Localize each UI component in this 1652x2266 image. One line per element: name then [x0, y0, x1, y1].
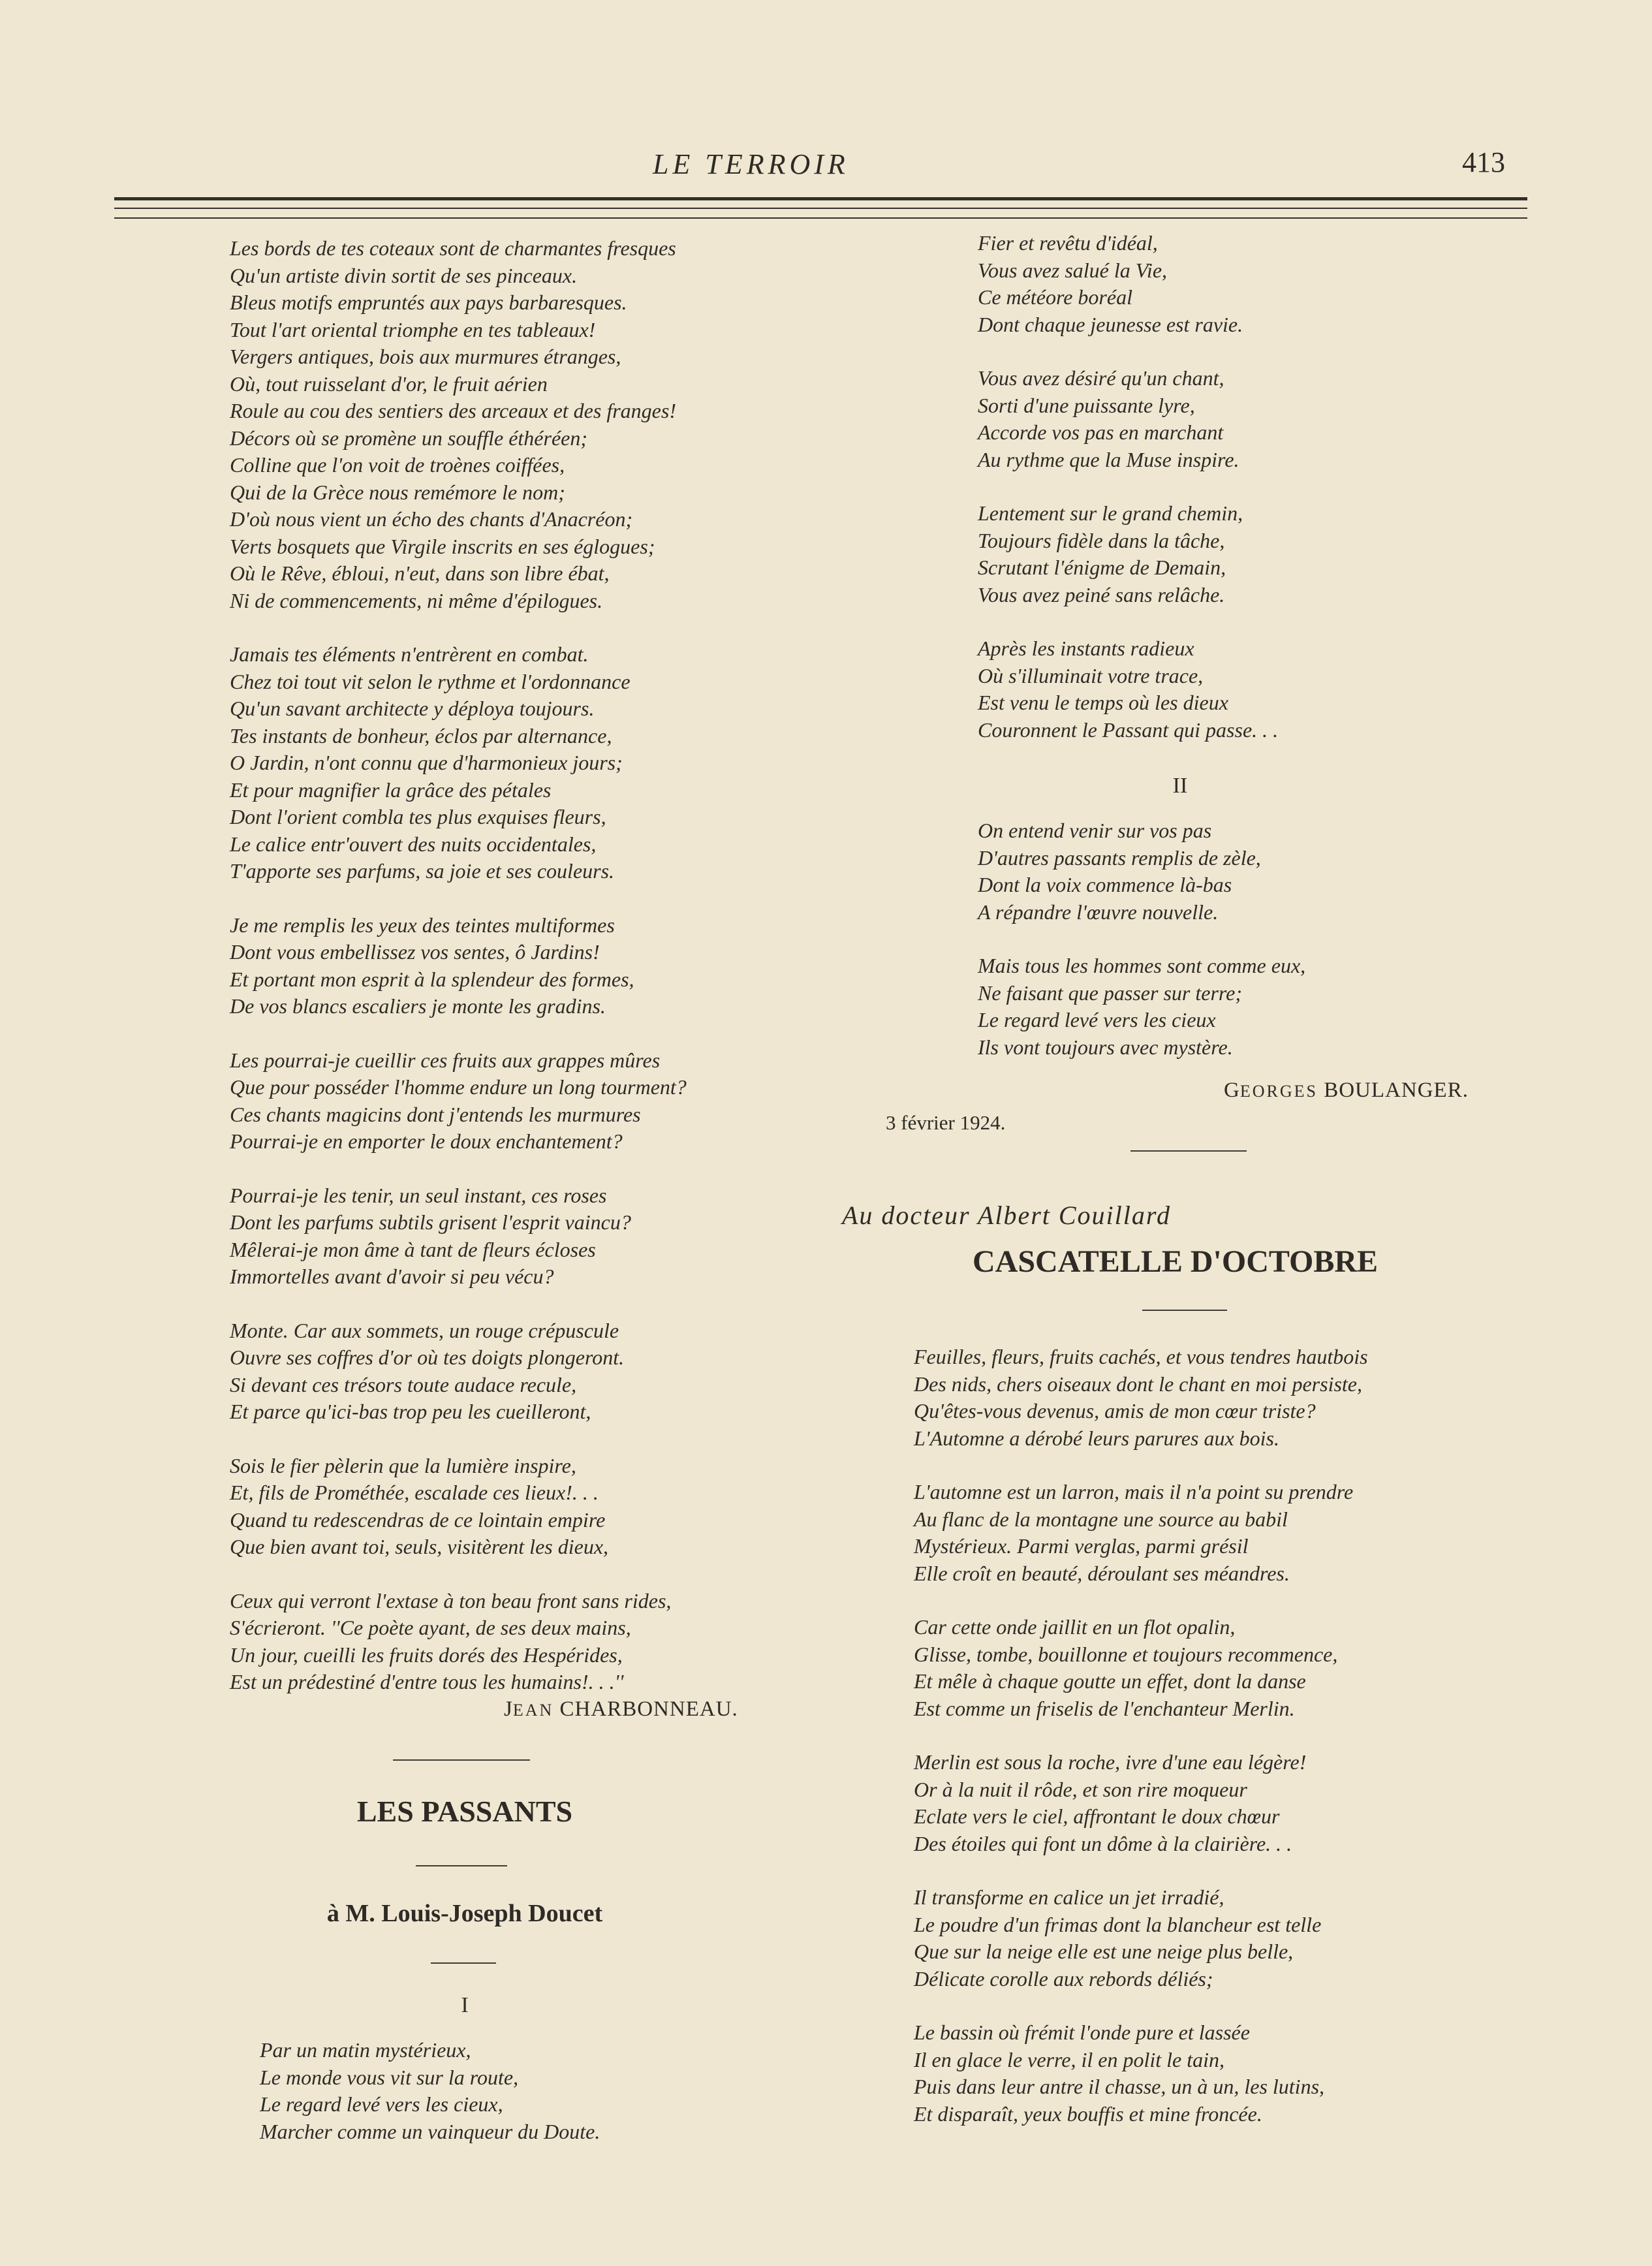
verse-line: Que bien avant toi, seuls, visitèrent les dieux,: [230, 1535, 609, 1558]
verse-line: Tes instants de bonheur, éclos par alternance,: [230, 723, 612, 747]
verse-line: L'automne est un larron, mais il n'a point su prendre: [914, 1480, 1354, 1503]
stanza: [230, 1182, 804, 1291]
verse-line: Au flanc de la montagne une source au babil: [914, 1507, 1288, 1531]
verse-line: Scrutant l'énigme de Demain,: [978, 556, 1226, 579]
verse-line: Est comme un friselis de l'enchanteur Merlin.: [914, 1696, 1295, 1720]
verse-line: Tout l'art oriental triomphe en tes tableaux!: [230, 317, 596, 341]
left-column: [230, 235, 804, 2143]
verse-line: S'écrieront. ''Ce poète ayant, de ses deux mains,: [230, 1616, 631, 1639]
stanza: [230, 1588, 804, 1696]
poem-jardins: [230, 235, 804, 1696]
verse-line: Décors où se promène un souffle éthéréen;: [230, 426, 587, 450]
header-rule: [114, 197, 1527, 200]
verse-line: Délicate corolle aux rebords déliés;: [914, 1966, 1213, 1991]
verse-line: Ceux qui verront l'extase à ton beau front sans rides,: [230, 1588, 672, 1613]
stanza: [914, 1884, 1368, 1992]
stanza: [230, 912, 804, 1020]
verse-line: Quand tu redescendras de ce lointain empire: [230, 1507, 606, 1532]
verse-line: De vos blancs escaliers je monte les gradins.: [230, 994, 606, 1018]
verse-line: Roule au cou des sentiers des arceaux et des franges!: [230, 399, 676, 422]
separator: [431, 1962, 496, 1964]
verse-line: Et parce qu'ici-bas trop peu les cueilleront,: [230, 1400, 591, 1423]
verse-line: Ne faisant que passer sur terre;: [978, 981, 1243, 1005]
verse-line: Feuilles, fleurs, fruits cachés, et vous tendres hautbois: [914, 1345, 1368, 1368]
verse-line: Car cette onde jaillit en un flot opalin,: [914, 1615, 1236, 1639]
stanza: [978, 635, 1500, 744]
verse-line: Qu'un savant architecte y déploya toujours.: [230, 697, 595, 720]
verse-line: Qu'un artiste divin sortit de ses pinceaux.: [230, 263, 578, 287]
poem-dedication-couillard: Au docteur Albert Couillard: [842, 1201, 1171, 1230]
verse-line: Et pour magnifier la grâce des pétales: [230, 778, 552, 802]
verse-line: Est venu le temps où les dieux: [978, 691, 1228, 714]
verse-line: Et, fils de Prométhée, escalade ces lieux!. . .: [230, 1481, 599, 1504]
verse-line: Est un prédestiné d'entre tous les humains!. . .'': [230, 1670, 624, 1693]
section-numeral: I: [461, 1993, 469, 2017]
verse-line: Colline que l'on voit de troènes coiffées,: [230, 453, 565, 477]
verse-line: Or à la nuit il rôde, et son rire moqueur: [914, 1777, 1247, 1801]
verse-line: Toujours fidèle dans la tâche,: [978, 528, 1225, 552]
verse-line: Verts bosquets que Virgile inscrits en ses églogues;: [230, 534, 655, 558]
verse-line: Un jour, cueilli les fruits dorés des Hespérides,: [230, 1643, 623, 1667]
verse-line: Vous avez salué la Vie,: [978, 258, 1168, 282]
signature-charbonneau: JEAN CHARBONNEAU.: [504, 1697, 738, 1721]
verse-line: Glisse, tombe, bouillonne et toujours recommence,: [914, 1642, 1338, 1666]
verse-line: Après les instants radieux: [978, 637, 1194, 660]
verse-line: Dont chaque jeunesse est ravie.: [978, 312, 1243, 336]
verse-line: Des nids, chers oiseaux dont le chant en moi persiste,: [914, 1372, 1362, 1396]
poem-dedication-doucet: à M. Louis-Joseph Doucet: [326, 1900, 603, 1927]
poem-cascatelle: [914, 1344, 1368, 2154]
poem-passants-part-2: [978, 817, 1305, 1088]
stanza: [230, 641, 804, 885]
verse-line: Pourrai-je en emporter le doux enchantement?: [230, 1129, 623, 1153]
stanza: [230, 1047, 804, 1156]
verse-line: Dont vous embellissez vos sentes, ô Jardins!: [230, 940, 600, 964]
verse-line: Je me remplis les yeux des teintes multiformes: [230, 913, 615, 937]
verse-line: Le regard levé vers les cieux: [978, 1008, 1216, 1031]
verse-line: Sois le fier pèlerin que la lumière inspire,: [230, 1453, 576, 1477]
verse-line: Ils vont toujours avec mystère.: [978, 1035, 1233, 1059]
signature-boulanger: GEORGES BOULANGER.: [1224, 1078, 1469, 1102]
verse-line: Ce météore boréal: [978, 285, 1132, 309]
separator: [393, 1759, 530, 1761]
poem-passants-continued: [978, 230, 1500, 744]
verse-line: Où le Rêve, ébloui, n'eut, dans son libre ébat,: [230, 561, 610, 585]
stanza: [914, 1749, 1368, 1857]
verse-line: Le regard levé vers les cieux,: [260, 2092, 503, 2116]
verse-line: D'où nous vient un écho des chants d'Anacréon;: [230, 507, 633, 531]
separator: [1130, 1150, 1247, 1152]
verse-line: Vergers antiques, bois aux murmures étranges,: [230, 345, 621, 368]
poem-title-passants: LES PASSANTS: [356, 1795, 573, 1828]
verse-line: Jamais tes éléments n'entrèrent en combat.: [230, 642, 589, 666]
verse-line: Que sur la neige elle est une neige plus belle,: [914, 1940, 1294, 1963]
verse-line: On entend venir sur vos pas: [978, 819, 1212, 842]
verse-line: Il en glace le verre, il en polit le tain,: [914, 2047, 1224, 2071]
verse-line: Puis dans leur antre il chasse, un à un, les lutins,: [914, 2075, 1325, 2098]
verse-line: Lentement sur le grand chemin,: [978, 501, 1243, 525]
verse-line: Qu'êtes-vous devenus, amis de mon cœur triste?: [914, 1399, 1316, 1423]
verse-line: Les bords de tes coteaux sont de charmantes fresques: [230, 236, 676, 260]
page-header: [0, 142, 1652, 188]
verse-line: Qui de la Grèce nous remémore le nom;: [230, 480, 565, 504]
stanza: [914, 1344, 1368, 1452]
stanza: [978, 500, 1500, 608]
verse-line: L'Automne a dérobé leurs parures aux bois.: [914, 1426, 1279, 1450]
verse-line: Et mêle à chaque goutte un effet, dont la danse: [914, 1669, 1306, 1693]
verse-line: Fier et revêtu d'idéal,: [978, 231, 1158, 255]
verse-line: Des étoiles qui font un dôme à la clairière. . .: [914, 1831, 1292, 1855]
separator: [416, 1865, 507, 1866]
stanza: [230, 1317, 804, 1426]
verse-line: Sorti d'une puissante lyre,: [978, 393, 1195, 417]
verse-line: Marcher comme un vainqueur du Doute.: [260, 2119, 600, 2143]
verse-line: Le calice entr'ouvert des nuits occidentales,: [230, 832, 597, 856]
page-number: 413: [1462, 146, 1505, 178]
verse-line: Mêlerai-je mon âme à tant de fleurs écloses: [230, 1237, 596, 1261]
verse-line: A répandre l'œuvre nouvelle.: [978, 900, 1219, 924]
verse-line: Le monde vous vit sur la route,: [260, 2065, 519, 2089]
verse-line: Dont l'orient combla tes plus exquises fleurs,: [230, 805, 606, 828]
verse-line: Bleus motifs empruntés aux pays barbaresques.: [230, 291, 627, 314]
poem-title-cascatelle: CASCATELLE D'OCTOBRE: [973, 1244, 1379, 1279]
verse-line: Les pourrai-je cueillir ces fruits aux grappes mûres: [230, 1048, 661, 1072]
verse-line: T'apporte ses parfums, sa joie et ses couleurs.: [230, 859, 615, 883]
verse-line: Merlin est sous la roche, ivre d'une eau légère!: [914, 1750, 1307, 1774]
verse-line: Chez toi tout vit selon le rythme et l'ordonnance: [230, 669, 631, 693]
verse-line: Le poudre d'un frimas dont la blancheur est telle: [914, 1912, 1322, 1936]
verse-line: Immortelles avant d'avoir si peu vécu?: [230, 1265, 554, 1288]
verse-line: Vous avez peiné sans relâche.: [978, 582, 1225, 606]
verse-line: Couronnent le Passant qui passe. . .: [978, 717, 1279, 742]
verse-line: Ouvre ses coffres d'or où tes doigts plongeront.: [230, 1345, 625, 1369]
verse-line: Le bassin où frémit l'onde pure et lassée: [914, 2021, 1250, 2044]
verse-line: Mais tous les hommes sont comme eux,: [978, 954, 1306, 977]
right-column: [978, 230, 1500, 1059]
verse-line: Si devant ces trésors toute audace recule,: [230, 1372, 577, 1396]
running-title: LE TERROIR: [653, 148, 849, 180]
verse-line: Pourrai-je les tenir, un seul instant, ces roses: [230, 1183, 607, 1207]
verse-line: Ces chants magicins dont j'entends les murmures: [230, 1102, 641, 1126]
stanza: [978, 817, 1305, 926]
verse-line: Mystérieux. Parmi verglas, parmi grésil: [914, 1534, 1249, 1558]
verse-line: Que pour posséder l'homme endure un long tourment?: [230, 1075, 687, 1099]
verse-line: Au rythme que la Muse inspire.: [978, 447, 1239, 471]
verse-line: D'autres passants remplis de zèle,: [978, 845, 1261, 870]
stanza: [230, 235, 804, 614]
verse-line: Où s'illuminait votre trace,: [978, 663, 1204, 687]
verse-line: Par un matin mystérieux,: [260, 2038, 471, 2062]
verse-line: Dont les parfums subtils grisent l'esprit vaincu?: [230, 1210, 631, 1234]
verse-line: Accorde vos pas en marchant: [978, 420, 1224, 444]
verse-line: Dont la voix commence là-bas: [978, 873, 1232, 896]
verse-line: Et disparaît, yeux bouffis et mine froncée.: [914, 2101, 1262, 2126]
verse-line: Monte. Car aux sommets, un rouge crépuscule: [230, 1318, 619, 1342]
stanza: [978, 952, 1305, 1061]
verse-line: Où, tout ruisselant d'or, le fruit aérien: [230, 371, 548, 396]
separator: [1142, 1310, 1227, 1311]
date: 3 février 1924.: [886, 1111, 1006, 1134]
header-rule-thin: [114, 208, 1527, 209]
header-rule-thin-2: [114, 217, 1527, 219]
poem-passants-part-1: [260, 2037, 600, 2145]
stanza: [978, 365, 1500, 473]
verse-line: Ni de commencements, ni même d'épilogues.: [230, 588, 603, 612]
stanza: [978, 230, 1500, 338]
section-numeral: II: [1172, 774, 1188, 798]
verse-line: Il transforme en calice un jet irradié,: [914, 1885, 1224, 1909]
stanza: [914, 1479, 1368, 1587]
verse-line: Eclate vers le ciel, affrontant le doux chœur: [914, 1804, 1280, 1828]
stanza: [914, 2019, 1368, 2128]
stanza: [914, 1614, 1368, 1722]
verse-line: Elle croît en beauté, déroulant ses méandres.: [914, 1561, 1290, 1585]
stanza: [230, 1453, 804, 1561]
verse-line: Et portant mon esprit à la splendeur des formes,: [230, 967, 634, 991]
verse-line: Vous avez désiré qu'un chant,: [978, 366, 1224, 390]
verse-line: O Jardin, n'ont connu que d'harmonieux jours;: [230, 751, 623, 774]
